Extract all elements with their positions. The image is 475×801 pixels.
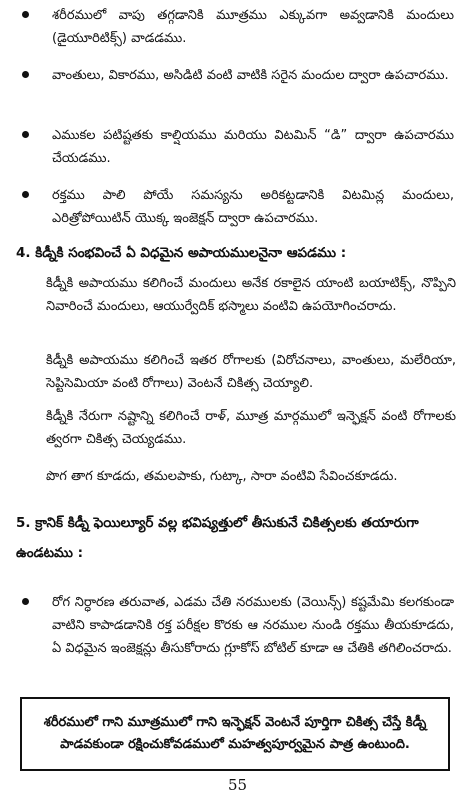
- bullet-icon: [22, 191, 29, 198]
- bullet-icon: [22, 598, 29, 605]
- summary-box: [20, 697, 450, 771]
- summary-text: శరీరములో గాని మూత్రములో గాని ఇన్ఫెక్షన్ వెంటనే పూర్తిగా చికిత్స చేస్తే కిడ్నీ పాడవకుండా రక్షించుకోవడములో మహత్వపూర్వమైన పాత్ర ఉంటుంది.: [43, 715, 427, 752]
- list-item-text: వాంతులు, వికారము, అసిడిటి వంటి వాటికి సరైన మందుల ద్వారా ఉపచారము.: [52, 68, 449, 83]
- paragraph: కిడ్నీకి అపాయము కలిగించే ఇతర రోగాలకు (విరోచనాలు, వాంతులు, మలేరియా, సెప్టిసెమియా వంటి రోగాలు) వెంటనే చికిత్స చెయ్యాలి.: [46, 353, 456, 391]
- list-item: [22, 184, 454, 230]
- list-item-text: రోగ నిర్ధారణ తరువాత, ఎడమ చేతి నరములకు (వెయిన్స్) కష్టమేమి కలగకుండా వాటిని కాపాడడానికి రక్త పరీక్షల కొరకు ఆ నరముల నుండి రక్తము తీయకూడదు, ఏ విధమైన ఇంజెక్షన్లు తీసుకోరాదు గ్లూకోస్ బోటిల్ కూడా ఆ చేతికి తగిలించరాదు.: [52, 595, 454, 656]
- list-item-text: రక్తము పాలి పోయే సమస్యను అరికట్టడానికి విటమిన్ల మందులు, ఎరిత్రోపోయిటిన్ యొక్క ఇంజెక్షన్ ద్వారా ఉపచారము.: [52, 188, 454, 226]
- section-heading: 5. క్రానిక్ కిడ్నీ ఫెయిల్యూర్ వల్ల భవిష్యత్తులో తీసుకునే చికిత్సలకు తయారుగా: [16, 515, 419, 531]
- list-item: [22, 4, 454, 50]
- section-heading: 4. కిడ్నీకి సంభవించే ఏ విధమైన అపాయములనైనా ఆపడము :: [16, 245, 347, 261]
- page-number: 55: [227, 776, 248, 794]
- bullet-icon: [22, 11, 29, 18]
- paragraph: కిడ్నీకి నేరుగా నష్టాన్ని కలిగించే రాళ్, మూత్ర మార్గములో ఇన్ఫెక్షన్ వంటి రోగాలకు త్వరగా చికిత్స చెయ్యడము.: [46, 409, 456, 447]
- section-heading-continuation: ఉండటము :: [16, 545, 84, 561]
- paragraph: పొగ తాగ కూడదు, తమలపాకు, గుట్కా, సారా వంటివి సేవించకూడదు.: [46, 469, 398, 484]
- list-item-text: శరీరములో వాపు తగ్గడానికి మూత్రము ఎక్కువగా అవ్వడానికి మందులు (డైయూరిటిక్స్) వాడడము.: [52, 8, 454, 46]
- bullet-icon: [22, 131, 29, 138]
- bullet-icon: [22, 71, 29, 78]
- list-item-text: ఎముకల పటిష్టతకు కాల్షియము మరియు విటమిన్ “డి” ద్వారా ఉపచారము చేయడము.: [52, 128, 454, 166]
- list-item: [22, 591, 454, 660]
- list-item: [22, 124, 454, 170]
- paragraph: కిడ్నీకి అపాయము కలిగించే మందులు అనేక రకాలైన యాంటి బయాటిక్స్, నొప్పిని నివారించే మందులు, ఆయుర్వేదిక్ భస్మాలు వంటివి ఉపయోగించరాదు.: [46, 276, 456, 314]
- list-item: [22, 64, 454, 87]
